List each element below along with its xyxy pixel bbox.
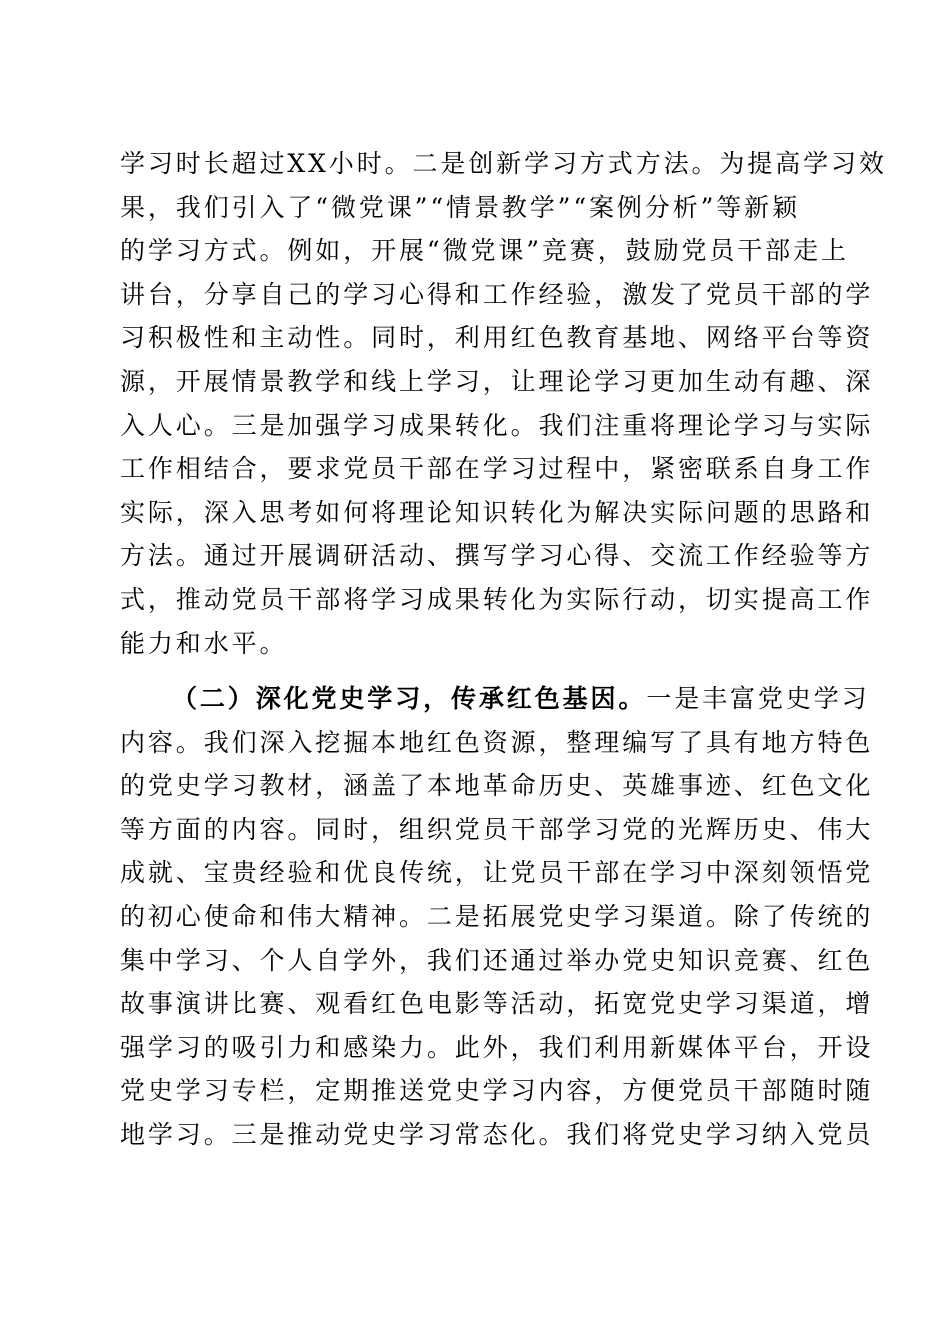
text-line: 式，推动党员干部将学习成果转化为实际行动，切实提高工作 [120,584,874,614]
text-line: 习积极性和主动性。同时，利用红色教育基地、网络平台等资 [120,323,874,353]
text-line: 讲台，分享自己的学习心得和工作经验，激发了党员干部的学 [120,279,874,309]
text-line: 等方面的内容。同时，组织党员干部学习党的光辉历史、伟大 [120,814,874,844]
text-line: 能力和水平。 [120,628,288,658]
text-line: 的初心使命和伟大精神。二是拓展党史学习渠道。除了传统的 [120,901,874,931]
text-line: 集中学习、个人自学外，我们还通过举办党史知识竞赛、红色 [120,945,874,975]
section-heading: （二）深化党史学习，传承红色基因。 [172,684,647,713]
text-line: 学习时长超过XX小时。二是创新学习方式方法。为提高学习效 [120,149,887,178]
text-line: 工作相结合，要求党员干部在学习过程中，紧密联系自身工作 [120,454,874,484]
text-line: 方法。通过开展调研活动、撰写学习心得、交流工作经验等方 [120,541,874,571]
text-line: 党史学习专栏，定期推送党史学习内容，方便党员干部随时随 [120,1076,874,1106]
text-line: 的党史学习教材，涵盖了本地革命历史、英雄事迹、红色文化 [120,771,874,801]
paragraph-first-line [120,677,870,721]
text-line: 强学习的吸引力和感染力。此外，我们利用新媒体平台，开设 [120,1032,874,1062]
text-line: 实际，深入思考如何将理论知识转化为解决实际问题的思路和 [120,497,874,527]
paragraph-study-methods [120,142,887,665]
text-line: 的学习方式。例如，开展“微党课”竞赛，鼓励党员干部走上 [120,236,849,266]
text-line: 入人心。三是加强学习成果转化。我们注重将理论学习与实际 [120,410,874,440]
text-line: 内容。我们深入挖掘本地红色资源，整理编写了具有地方特色 [120,727,874,757]
paragraph-party-history-study [120,677,874,1157]
text-line: 成就、宝贵经验和优良传统，让党员干部在学习中深刻领悟党 [120,858,874,888]
text-run: 一是丰富党史学习 [646,684,870,713]
text-line: 地学习。三是推动党史学习常态化。我们将党史学习纳入党员 [120,1119,874,1149]
text-line: 故事演讲比赛、观看红色电影等活动，拓宽党史学习渠道，增 [120,989,874,1019]
text-line: 果，我们引入了“微党课”“情景教学”“案例分析”等新颖 [120,192,800,222]
text-line: 源，开展情景教学和线上学习，让理论学习更加生动有趣、深 [120,366,874,396]
